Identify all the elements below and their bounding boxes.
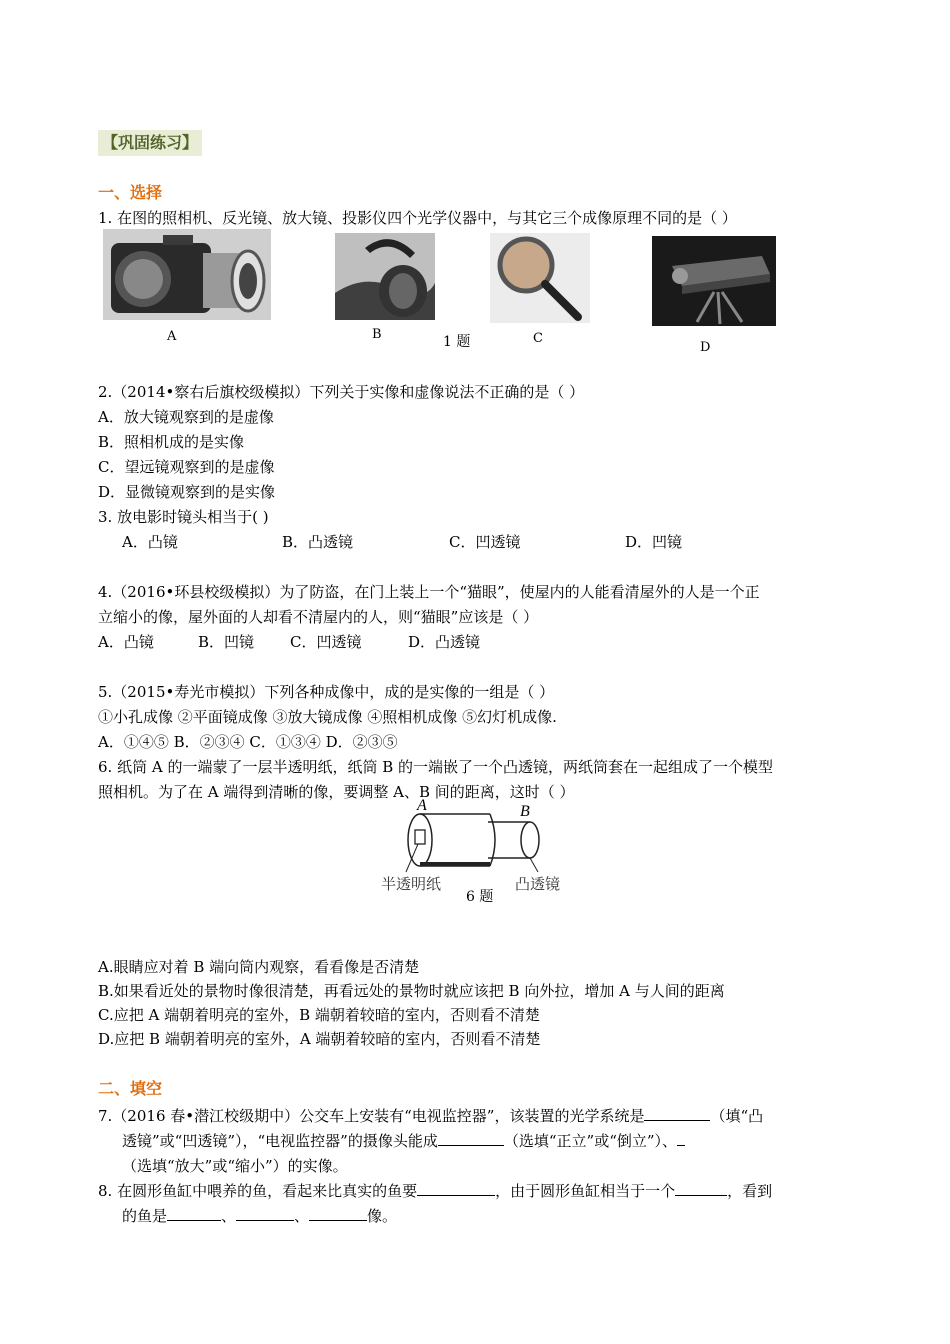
q8-text-1: 8. 在圆形鱼缸中喂养的鱼，看起来比真实的鱼要 bbox=[98, 1182, 418, 1200]
reflector-image bbox=[335, 233, 435, 320]
q8-blank-5[interactable] bbox=[309, 1206, 367, 1221]
magnifier-image bbox=[490, 233, 590, 323]
q8-text-5: 像。 bbox=[367, 1207, 398, 1225]
q5-items: ①小孔成像 ②平面镜成像 ③放大镜成像 ④照相机成像 ⑤幻灯机成像. bbox=[98, 708, 557, 726]
q6-option-d: D.应把 B 端朝着明亮的室外，A 端朝着较暗的室内，否则看不清楚 bbox=[98, 1030, 541, 1048]
q4-option-d: D．凸透镜 bbox=[408, 633, 481, 651]
q7-blank-2[interactable] bbox=[438, 1131, 504, 1146]
q8-text-4: 的鱼是 bbox=[122, 1207, 168, 1225]
q2-option-a: A．放大镜观察到的是虚像 bbox=[98, 408, 274, 426]
q8-text-3: ，看到 bbox=[727, 1182, 773, 1200]
q4-option-a: A．凸镜 bbox=[98, 633, 154, 651]
section-title-fill: 二、填空 bbox=[98, 1079, 163, 1098]
question-6-line2: 照相机。为了在 A 端得到清晰的像，要调整 A、B 间的距离，这时（ ） bbox=[98, 783, 575, 801]
q7-blank-1[interactable] bbox=[644, 1106, 710, 1121]
q4-option-b: B．凹镜 bbox=[198, 633, 255, 651]
q3-option-d: D．凹镜 bbox=[625, 533, 683, 551]
q8-blank-4[interactable] bbox=[236, 1206, 294, 1221]
q2-option-c: C．望远镜观察到的是虚像 bbox=[98, 458, 275, 476]
question-3: 3. 放电影时镜头相当于( ) bbox=[98, 508, 269, 526]
section-title-choice: 一、选择 bbox=[98, 183, 163, 202]
fig6-label-b: B bbox=[520, 803, 530, 820]
label-c: C bbox=[533, 331, 543, 346]
q5-options: A．①④⑤ B．②③④ C．①③④ D．②③⑤ bbox=[98, 733, 398, 751]
q6-option-a: A.眼睛应对着 B 端向筒内观察，看看像是否清楚 bbox=[98, 958, 420, 976]
q7-text-2: （填“凸 bbox=[710, 1107, 764, 1125]
fig6-lens-label: 凸透镜 bbox=[515, 875, 561, 893]
q7-blank-3[interactable] bbox=[677, 1131, 685, 1146]
q6-option-c: C.应把 A 端朝着明亮的室外，B 端朝着较暗的室内，否则看不清楚 bbox=[98, 1006, 540, 1024]
figure-1-caption: 1 题 bbox=[443, 334, 471, 350]
q2-option-d: D．显微镜观察到的是实像 bbox=[98, 483, 276, 501]
question-6-line1: 6. 纸筒 A 的一端蒙了一层半透明纸，纸筒 B 的一端嵌了一个凸透镜，两纸筒套在一起组成了一个模型 bbox=[98, 758, 774, 776]
q7-text-5: （选填“放大”或“缩小”）的实像。 bbox=[122, 1157, 348, 1175]
q8-blank-1[interactable] bbox=[417, 1181, 495, 1196]
q3-option-a: A．凸镜 bbox=[122, 533, 178, 551]
q8-blank-3[interactable] bbox=[167, 1206, 221, 1221]
question-7-line1 bbox=[98, 1106, 763, 1126]
question-8-line1 bbox=[98, 1181, 772, 1201]
question-4-line1: 4.（2016•环县校级模拟）为了防盗，在门上装上一个“猫眼”，使屋内的人能看清屋外的人是一个正 bbox=[98, 583, 760, 601]
fig6-paper-label: 半透明纸 bbox=[381, 875, 442, 893]
label-d: D bbox=[700, 340, 711, 355]
question-7-line2 bbox=[122, 1131, 685, 1151]
q6-option-b: B.如果看近处的景物时像很清楚，再看远处的景物时就应该把 B 向外拉，增加 A 与人间的距离 bbox=[98, 982, 725, 1000]
projector-image bbox=[652, 236, 776, 326]
fig6-label-a: A bbox=[417, 797, 427, 814]
q8-sep-2: 、 bbox=[294, 1207, 310, 1225]
label-a: A bbox=[167, 329, 177, 344]
q8-text-2: ，由于圆形鱼缸相当于一个 bbox=[495, 1182, 676, 1200]
q7-text-3: 透镜”或“凹透镜”），“电视监控器”的摄像头能成 bbox=[122, 1132, 438, 1150]
question-2: 2.（2014•察右后旗校级模拟）下列关于实像和虚像说法不正确的是（ ） bbox=[98, 383, 585, 401]
q7-text-4: （选填“正立”或“倒立”）、 bbox=[503, 1132, 678, 1150]
question-5: 5.（2015•寿光市模拟）下列各种成像中，成的是实像的一组是（ ） bbox=[98, 683, 555, 701]
section-heading: 【巩固练习】 bbox=[98, 130, 202, 156]
label-b: B bbox=[372, 327, 382, 342]
question-1: 1. 在图的照相机、反光镜、放大镜、投影仪四个光学仪器中，与其它三个成像原理不同的是（ ） bbox=[98, 209, 737, 227]
q8-blank-2[interactable] bbox=[675, 1181, 727, 1196]
camera-image bbox=[103, 229, 271, 320]
question-4-line2: 立缩小的像，屋外面的人却看不清屋内的人，则“猫眼”应该是（ ） bbox=[98, 608, 539, 626]
question-8-line2 bbox=[122, 1206, 397, 1226]
q3-option-b: B．凸透镜 bbox=[282, 533, 354, 551]
figure-6-caption: 6 题 bbox=[466, 889, 494, 905]
q4-option-c: C．凹透镜 bbox=[290, 633, 362, 651]
q3-option-c: C．凹透镜 bbox=[449, 533, 521, 551]
q7-text-1: 7.（2016 春•潜江校级期中）公交车上安装有“电视监控器”，该装置的光学系统是 bbox=[98, 1107, 645, 1125]
q8-sep-1: 、 bbox=[221, 1207, 237, 1225]
tube-diagram bbox=[378, 800, 578, 880]
q2-option-b: B．照相机成的是实像 bbox=[98, 433, 245, 451]
